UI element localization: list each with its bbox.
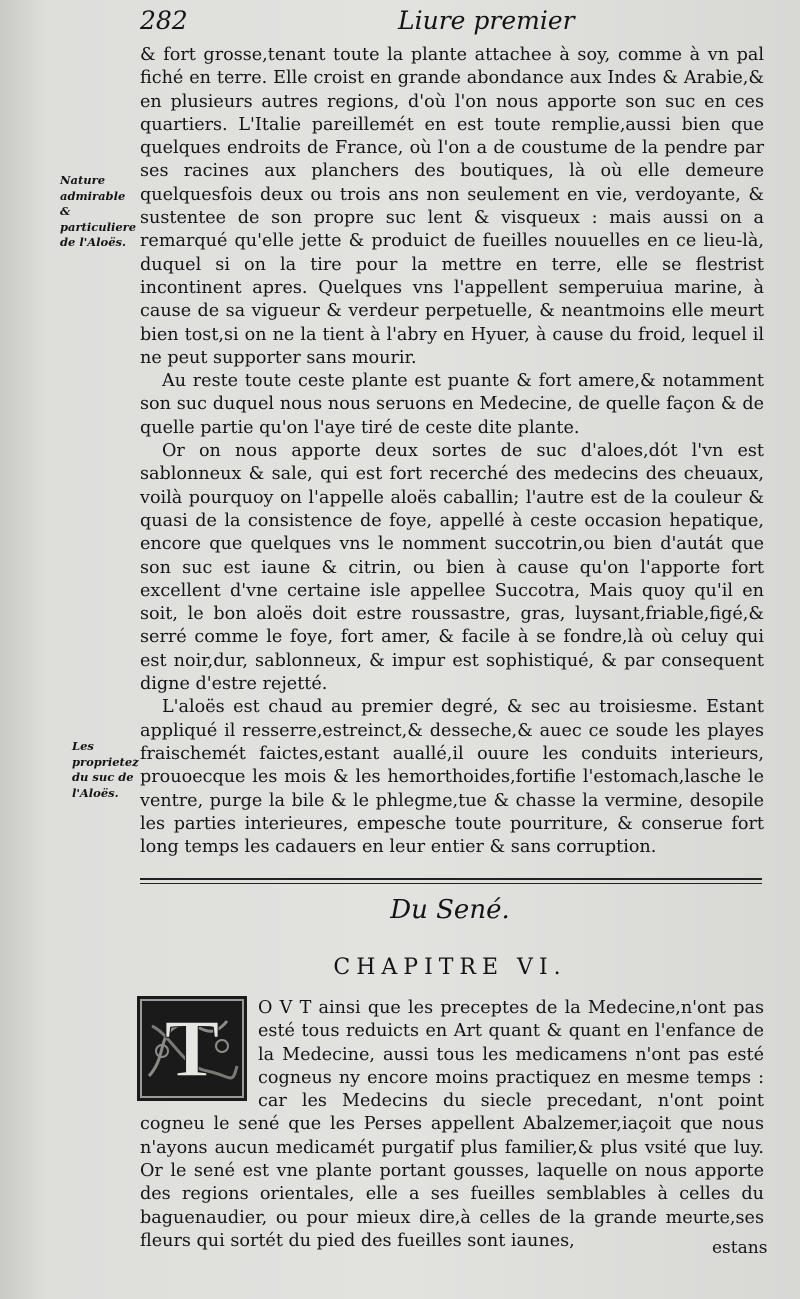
running-title: Liure premier xyxy=(398,6,575,35)
page-number: 282 xyxy=(140,6,188,35)
margin-note-nature: Nature admirable & particuliere de l'Aloës. xyxy=(60,173,137,249)
paragraph-4: L'aloës est chaud au premier degré, & sec au troisiesme. Estant appliqué il resserre,estreinct,& desseche,& auec ce soude les playes fraischemét faictes,estant auallé,il ouure les conduits interieurs, prouoecque les mois & les hemorthoides,fortifie l'estomach,lasche le ventre, purge la bile & le phlegme,tue & chasse la vermine, desopile les parties interieures, empesche toute pourriture, & conserue fort long temps les cadauers en leur entier & sans corruption. xyxy=(140,697,764,858)
running-header xyxy=(140,6,760,40)
margin-note-proprietez: Les proprietez du suc de l'Aloës. xyxy=(72,739,139,800)
dropcap-spacer xyxy=(140,997,258,1113)
chapter-heading: CHAPITRE VI. xyxy=(333,955,567,980)
initial-letter: T xyxy=(164,1003,220,1094)
chapter-paragraph: O V T ainsi que les preceptes de la Medecine,n'ont pas esté tous reduicts en Art quant & quant en l'enfance de la Medecine, aussi tous les medicamens n'ont pas esté cogneus ny encore moins practiquez en mesme temps : car les Medecins du siecle precedant, n'ont point cogneu le sené que les Perses appellent Abalzemer,iaçoit que nous n'ayons aucun medicamét purgatif plus familier,& plus vsité que luy. Or le sené est vne plante portant gousses, laquelle on nous apporte des regions orientales, elle a ses fueilles semblables à celles du baguenaudier, ou pour mieux dire,à celles de la grande meurte,ses fleurs qui sortét du pied des fueilles sont iaunes, xyxy=(140,998,764,1251)
section-title: Du Sené. xyxy=(390,895,510,925)
section-divider xyxy=(140,878,762,884)
chapter-text-block xyxy=(140,997,764,1253)
main-text xyxy=(140,44,764,859)
catchword: estans xyxy=(712,1238,768,1258)
paragraph-3: Or on nous apporte deux sortes de suc d'aloes,dót l'vn est sablonneux & sale, qui est fort recerché des medecins des cheuaux, voilà pourquoy on l'appelle aloës caballin; l'autre est de la couleur & quasi de la consistence de foye, appellé à ceste occasion hepatique, encore que quelques vns le nomment succotrin,ou bien d'autát que son suc est iaune & citrin, ou bien à cause qu'on l'apporte fort excellent d'vne certaine isle appellee Succotra, Mais quoy qu'il en soit, le bon aloës doit estre roussastre, gras, luysant,friable,figé,& serré comme le foye, fort amer, & facile à se fondre,là où celuy qui est noir,dur, sablonneux, & impur est sophistiqué, & par consequent digne d'estre rejetté. xyxy=(140,441,764,695)
paragraph-2: Au reste toute ceste plante est puante & fort amere,& notamment son suc duquel nous nous seruons en Medecine, de quelle façon & de quelle partie qu'on l'aye tiré de ceste dite plante. xyxy=(140,371,764,438)
paragraph-1: & fort grosse,tenant toute la plante attachee à soy, comme à vn pal fiché en terre. Elle croist en grande abondance aux Indes & Arabie,& en plusieurs autres regions, d'où l'on nous apporte son suc en ces quartiers. L'Italie pareillemét en est toute remplie,aussi bien que quelques endroits de France, où l'on a de coustume de la pendre par ses racines aux planchers des boutiques, là où elle demeure quelquesfois deux ou trois ans non seulement en vie, verdoyante, & sustentee de son propre suc lent & visqueux : mais aussi on a remarqué qu'elle jette & produict de fueilles nouuelles en ce lieu-là, duquel si on la tire pour la mettre en terre, elle se flestrist incontinent apres. Quelques vns l'appellent semperuiua marine, à cause de sa vigueur & verdeur perpetuelle, & neantmoins elle meurt bien tost,si on ne la tient à l'abry en Hyuer, à cause du froid, lequel il ne peut supporter sans mourir. xyxy=(140,45,764,368)
